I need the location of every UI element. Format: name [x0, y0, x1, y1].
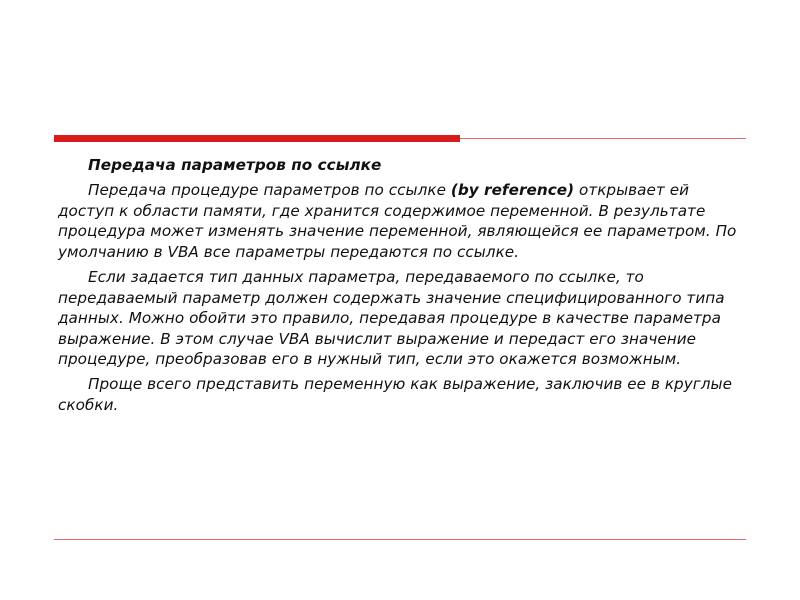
- by-reference-term: (by reference): [450, 181, 575, 200]
- bottom-divider-line: [54, 539, 746, 540]
- paragraph-by-reference-text-start: Передача процедуре параметров по ссылке: [88, 181, 451, 200]
- slide-body: [58, 155, 740, 420]
- slide-heading: Передача параметров по ссылке: [88, 156, 382, 174]
- paragraph-by-reference-text-end: открывает ей доступ к области памяти, где хранится содержимое переменной. В результате процедура может изменять значение переменной, являющейся ее параметром. По умолчанию в VBA все параметры передаются по ссылке.: [58, 181, 737, 261]
- paragraph-parentheses: Проще всего представить переменную как выражение, заключив ее в круглые скобки.: [58, 375, 732, 415]
- paragraph-by-reference: [58, 180, 740, 262]
- top-accent-bar: [54, 135, 460, 142]
- paragraph-data-type: Если задается тип данных параметра, передаваемого по ссылке, то передаваемый параметр должен содержать значение специфицированного типа данных. Можно обойти это правило, передавая процедуре в качестве параметра выражение. В этом случае VBA вычислит выражение и передаст его значение процедуре, преобразовав его в нужный тип, если это окажется возможным.: [58, 267, 725, 369]
